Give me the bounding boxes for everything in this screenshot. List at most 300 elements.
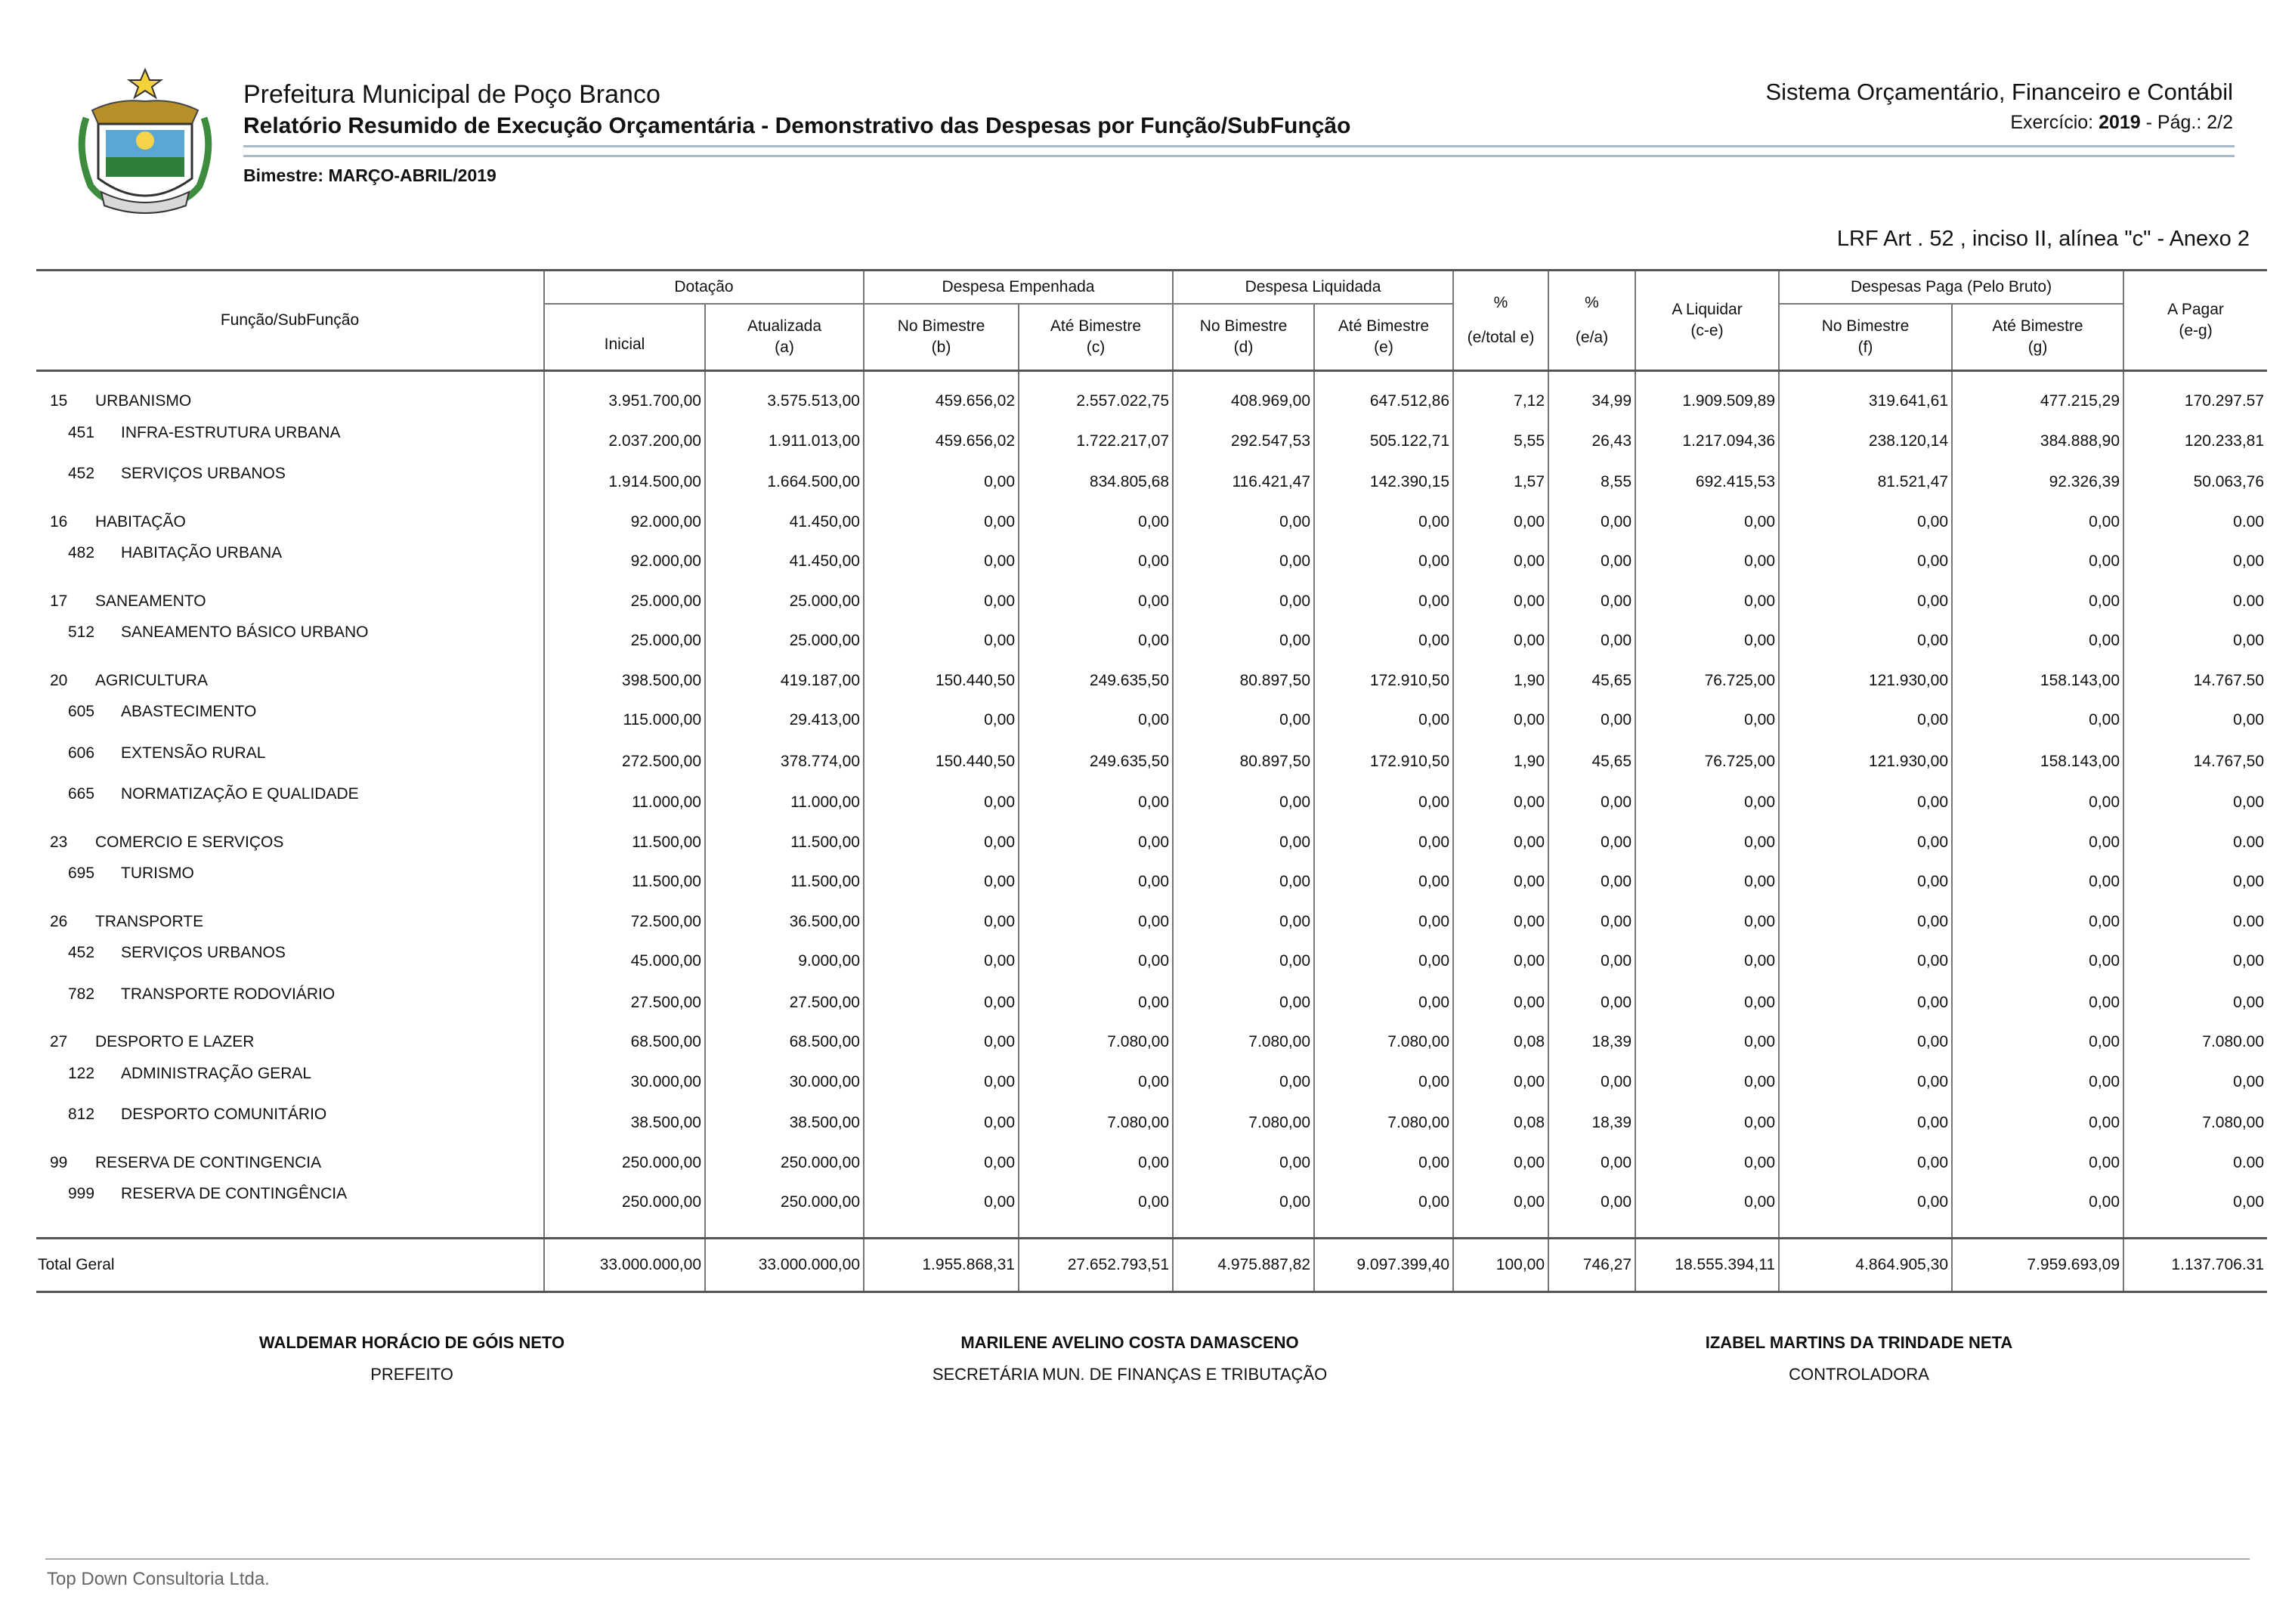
- table-cell: 378.774,00: [705, 741, 864, 783]
- table-cell: 11.000,00: [705, 782, 864, 824]
- table-cell: 0,00: [1453, 700, 1548, 741]
- table-cell: 92.000,00: [544, 541, 705, 583]
- table-cell: 11.500,00: [544, 824, 705, 862]
- col-atualizada-label: Atualizada: [747, 317, 822, 335]
- municipal-crest-logo: [71, 65, 239, 216]
- table-cell: 5,55: [1453, 421, 1548, 462]
- table-cell: 0,00: [1453, 583, 1548, 621]
- table-cell: 170.297.57: [2123, 371, 2267, 421]
- table-cell: 29.413,00: [705, 700, 864, 741]
- row-label: [36, 903, 544, 942]
- table-cell: 0,00: [1019, 700, 1173, 741]
- total-cell: 9.097.399,40: [1314, 1238, 1453, 1291]
- row-code: 99: [50, 1153, 68, 1171]
- col-liq-ate-formula: (e): [1374, 339, 1393, 356]
- row-name: RESERVA DE CONTINGENCIA: [95, 1153, 322, 1171]
- table-cell: 0,00: [1314, 861, 1453, 903]
- signature-role: SECRETÁRIA MUN. DE FINANÇAS E TRIBUTAÇÃO: [932, 1365, 1328, 1384]
- table-cell: 834.805,68: [1019, 462, 1173, 503]
- table-cell: 0,00: [864, 1062, 1019, 1103]
- table-cell: 0,00: [1453, 541, 1548, 583]
- row-name: HABITAÇÃO: [95, 512, 186, 531]
- header-divider: [243, 145, 2235, 157]
- table-cell: 14.767,50: [2123, 741, 2267, 783]
- table-cell: 0,00: [1019, 583, 1173, 621]
- col-paga-ate-label: Até Bimestre: [1992, 317, 2083, 335]
- page-number: - Pág.: 2/2: [2145, 112, 2233, 133]
- row-label: [36, 1144, 544, 1183]
- table-cell: 0,00: [1173, 541, 1314, 583]
- table-cell: 0,00: [1019, 620, 1173, 662]
- table-cell: 30.000,00: [544, 1062, 705, 1103]
- table-cell: 0,00: [2123, 620, 2267, 662]
- table-cell: 0,00: [1548, 941, 1635, 982]
- spacer-cell: [1635, 1223, 1779, 1239]
- table-cell: 30.000,00: [705, 1062, 864, 1103]
- table-cell: 0,00: [1779, 861, 1952, 903]
- table-cell: 0,00: [1779, 1103, 1952, 1144]
- row-name: SERVIÇOS URBANOS: [121, 465, 286, 482]
- table-cell: 26,43: [1548, 421, 1635, 462]
- table-cell: 0,00: [1453, 503, 1548, 542]
- table-cell: 0,00: [1314, 824, 1453, 862]
- table-cell: 150.440,50: [864, 662, 1019, 701]
- table-cell: 0,00: [1173, 1144, 1314, 1183]
- table-cell: 0,00: [1173, 824, 1314, 862]
- funcao-row: [36, 503, 2267, 542]
- table-cell: 0,00: [1019, 903, 1173, 942]
- table-cell: 0,00: [1548, 1144, 1635, 1183]
- table-cell: 1,90: [1453, 662, 1548, 701]
- table-cell: 0,00: [1635, 620, 1779, 662]
- bimester-label: Bimestre: MARÇO-ABRIL/2019: [243, 165, 496, 185]
- total-cell: 4.975.887,82: [1173, 1238, 1314, 1291]
- expenses-table: [36, 269, 2267, 1293]
- table-cell: 505.122,71: [1314, 421, 1453, 462]
- table-cell: 459.656,02: [864, 371, 1019, 421]
- table-cell: 0.00: [2123, 1144, 2267, 1183]
- row-label: [36, 503, 544, 542]
- signature-block-controladora: [1594, 1333, 2123, 1384]
- col-pct-total: [1453, 271, 1548, 371]
- table-cell: 80.897,50: [1173, 741, 1314, 783]
- table-cell: 0,00: [2123, 982, 2267, 1024]
- table-cell: 0,00: [864, 503, 1019, 542]
- table-cell: 0,08: [1453, 1023, 1548, 1062]
- table-cell: 0,00: [1635, 1144, 1779, 1183]
- table-cell: 0,00: [1314, 1062, 1453, 1103]
- row-code: 15: [50, 392, 68, 410]
- subfuncao-row: [36, 782, 2267, 824]
- table-cell: 25.000,00: [705, 620, 864, 662]
- table-cell: 0,00: [1314, 700, 1453, 741]
- table-cell: 0,00: [1952, 903, 2123, 942]
- table-cell: 249.635,50: [1019, 662, 1173, 701]
- spacer-cell: [1548, 1223, 1635, 1239]
- table-cell: 0,00: [1952, 782, 2123, 824]
- table-cell: 72.500,00: [544, 903, 705, 942]
- col-group-paga: Despesas Paga (Pelo Bruto): [1779, 271, 2123, 305]
- table-cell: 0,00: [1779, 1182, 1952, 1223]
- table-cell: 0,00: [864, 982, 1019, 1024]
- table-cell: 81.521,47: [1779, 462, 1952, 503]
- table-cell: 0,00: [1548, 1062, 1635, 1103]
- row-label: [36, 421, 544, 462]
- table-cell: 1,57: [1453, 462, 1548, 503]
- table-cell: 0,00: [1019, 782, 1173, 824]
- table-cell: 0,00: [2123, 1062, 2267, 1103]
- table-cell: 0,00: [864, 1023, 1019, 1062]
- col-group-dotacao: Dotação: [544, 271, 864, 305]
- table-cell: 0,00: [1314, 982, 1453, 1024]
- table-cell: 76.725,00: [1635, 662, 1779, 701]
- row-code: 999: [68, 1185, 95, 1202]
- table-cell: 3.575.513,00: [705, 371, 864, 421]
- table-cell: 7.080,00: [1019, 1103, 1173, 1144]
- table-cell: 0,00: [1173, 941, 1314, 982]
- col-paga-bimestre: [1779, 304, 1952, 371]
- col-inicial-label: Inicial: [604, 336, 645, 353]
- table-cell: 238.120,14: [1779, 421, 1952, 462]
- row-name: HABITAÇÃO URBANA: [121, 544, 283, 561]
- col-a-liquidar-label: A Liquidar: [1672, 301, 1743, 318]
- subfuncao-row: [36, 462, 2267, 503]
- row-code: 27: [50, 1033, 68, 1051]
- row-label: [36, 371, 544, 421]
- signature-role: CONTROLADORA: [1789, 1365, 1929, 1384]
- col-atualizada: [705, 304, 864, 371]
- table-cell: 0,00: [1314, 620, 1453, 662]
- table-cell: 0,00: [1635, 1062, 1779, 1103]
- table-cell: 0,00: [864, 541, 1019, 583]
- subfuncao-row: [36, 941, 2267, 982]
- table-cell: 0,00: [1952, 620, 2123, 662]
- table-cell: 0,00: [1173, 782, 1314, 824]
- table-cell: 45.000,00: [544, 941, 705, 982]
- row-name: TRANSPORTE: [95, 912, 204, 930]
- table-cell: 0,00: [1779, 1023, 1952, 1062]
- table-header-row-1: [36, 271, 2267, 305]
- table-cell: 0,00: [1779, 824, 1952, 862]
- col-a-pagar-label: A Pagar: [2167, 301, 2224, 318]
- subfuncao-row: [36, 1182, 2267, 1223]
- row-name: INFRA-ESTRUTURA URBANA: [121, 423, 341, 441]
- row-name: DESPORTO COMUNITÁRIO: [121, 1106, 327, 1123]
- table-cell: 0,00: [1779, 620, 1952, 662]
- total-cell: 27.652.793,51: [1019, 1238, 1173, 1291]
- row-name: NORMATIZAÇÃO E QUALIDADE: [121, 785, 359, 803]
- row-label: [36, 782, 544, 824]
- table-cell: 1.722.217,07: [1019, 421, 1173, 462]
- table-cell: 0,00: [1173, 861, 1314, 903]
- table-cell: 121.930,00: [1779, 741, 1952, 783]
- table-cell: 0,00: [1173, 700, 1314, 741]
- col-pct-dotacao: [1548, 271, 1635, 371]
- table-cell: 0,00: [1314, 903, 1453, 942]
- table-cell: 27.500,00: [705, 982, 864, 1024]
- table-cell: 172.910,50: [1314, 741, 1453, 783]
- col-pct-total-symbol: %: [1493, 294, 1508, 311]
- table-cell: 0,00: [1548, 903, 1635, 942]
- row-label: [36, 700, 544, 741]
- total-cell: 18.555.394,11: [1635, 1238, 1779, 1291]
- col-paga-ate-formula: (g): [2027, 339, 2048, 356]
- spacer-cell: [1314, 1223, 1453, 1239]
- table-cell: 0,00: [1779, 982, 1952, 1024]
- table-cell: 0,00: [1779, 1062, 1952, 1103]
- table-cell: 0,00: [1952, 1144, 2123, 1183]
- table-cell: 0,00: [1548, 583, 1635, 621]
- table-cell: 0,00: [1635, 541, 1779, 583]
- col-pct-dotacao-symbol: %: [1585, 294, 1599, 311]
- row-label: [36, 861, 544, 903]
- table-cell: 0,00: [1548, 700, 1635, 741]
- spacer-cell: [544, 1223, 705, 1239]
- row-code: 451: [68, 423, 95, 441]
- table-cell: 0,00: [864, 782, 1019, 824]
- table-cell: 25.000,00: [705, 583, 864, 621]
- table-cell: 0,00: [864, 941, 1019, 982]
- table-cell: 7,12: [1453, 371, 1548, 421]
- table-cell: 150.440,50: [864, 741, 1019, 783]
- row-label: [36, 620, 544, 662]
- col-liq-ate: [1314, 304, 1453, 371]
- col-group-liquidada: Despesa Liquidada: [1173, 271, 1453, 305]
- table-cell: 0,00: [1952, 541, 2123, 583]
- table-cell: 0,00: [1173, 503, 1314, 542]
- table-cell: 384.888,90: [1952, 421, 2123, 462]
- table-cell: 0,00: [1952, 583, 2123, 621]
- table-cell: 0,00: [864, 903, 1019, 942]
- table-cell: 0,00: [1453, 782, 1548, 824]
- col-a-liquidar: [1635, 271, 1779, 371]
- table-cell: 0.00: [2123, 903, 2267, 942]
- table-cell: 27.500,00: [544, 982, 705, 1024]
- subfuncao-row: [36, 1103, 2267, 1144]
- col-emp-ate-label: Até Bimestre: [1050, 317, 1142, 335]
- table-cell: 0,00: [1453, 620, 1548, 662]
- table-cell: 0,00: [1635, 941, 1779, 982]
- table-cell: 0,00: [1019, 1062, 1173, 1103]
- table-cell: 0,00: [1548, 861, 1635, 903]
- fiscal-year-label: Exercício:: [2010, 112, 2094, 133]
- table-cell: 0,00: [1952, 824, 2123, 862]
- table-cell: 18,39: [1548, 1103, 1635, 1144]
- col-a-pagar: [2123, 271, 2267, 371]
- table-cell: 0,00: [1173, 1062, 1314, 1103]
- table-cell: 121.930,00: [1779, 662, 1952, 701]
- table-cell: 0,00: [1453, 941, 1548, 982]
- col-emp-bimestre-formula: (b): [931, 339, 951, 356]
- subfuncao-row: [36, 620, 2267, 662]
- table-cell: 0,00: [1548, 620, 1635, 662]
- signature-name: MARILENE AVELINO COSTA DAMASCENO: [960, 1333, 1299, 1352]
- table-cell: 0,00: [1952, 1062, 2123, 1103]
- row-code: 20: [50, 671, 68, 689]
- table-cell: 0.00: [2123, 503, 2267, 542]
- row-code: 26: [50, 912, 68, 930]
- row-code: 17: [50, 592, 68, 610]
- subfuncao-row: [36, 1062, 2267, 1103]
- table-cell: 0,00: [864, 620, 1019, 662]
- row-label: [36, 662, 544, 701]
- table-cell: 250.000,00: [705, 1182, 864, 1223]
- subfuncao-row: [36, 541, 2267, 583]
- table-cell: 0,00: [1019, 1182, 1173, 1223]
- table-cell: 11.500,00: [705, 861, 864, 903]
- col-liq-ate-label: Até Bimestre: [1338, 317, 1430, 335]
- row-name: TRANSPORTE RODOVIÁRIO: [121, 985, 336, 1003]
- table-cell: 172.910,50: [1314, 662, 1453, 701]
- table-cell: 0,00: [1173, 583, 1314, 621]
- funcao-row: [36, 662, 2267, 701]
- table-cell: 9.000,00: [705, 941, 864, 982]
- table-cell: 0,00: [1173, 620, 1314, 662]
- col-emp-ate-formula: (c): [1086, 339, 1106, 356]
- col-funcao: Função/SubFunção: [220, 311, 360, 329]
- table-cell: 319.641,61: [1779, 371, 1952, 421]
- table-cell: 0,00: [864, 824, 1019, 862]
- signature-name: IZABEL MARTINS DA TRINDADE NETA: [1705, 1333, 2013, 1352]
- funcao-row: [36, 903, 2267, 942]
- subfuncao-row: [36, 700, 2267, 741]
- table-cell: 1.911.013,00: [705, 421, 864, 462]
- total-cell: 33.000.000,00: [705, 1238, 864, 1291]
- spacer-cell: [864, 1223, 1019, 1239]
- table-cell: 0,00: [1952, 503, 2123, 542]
- table-cell: 7.080,00: [1019, 1023, 1173, 1062]
- table-cell: 1.664.500,00: [705, 462, 864, 503]
- spacer-cell: [1779, 1223, 1952, 1239]
- table-cell: 158.143,00: [1952, 741, 2123, 783]
- table-cell: 0,00: [1548, 541, 1635, 583]
- row-label: [36, 1062, 544, 1103]
- row-code: 782: [68, 985, 95, 1003]
- table-cell: 0,00: [1635, 824, 1779, 862]
- subfuncao-row: [36, 982, 2267, 1024]
- funcao-row: [36, 824, 2267, 862]
- col-group-empenhada: Despesa Empenhada: [864, 271, 1173, 305]
- table-cell: 68.500,00: [705, 1023, 864, 1062]
- table-cell: 0,00: [1314, 503, 1453, 542]
- table-cell: 0,00: [1019, 824, 1173, 862]
- total-cell: 33.000.000,00: [544, 1238, 705, 1291]
- table-cell: 14.767.50: [2123, 662, 2267, 701]
- table-cell: 120.233,81: [2123, 421, 2267, 462]
- table-cell: 7.080,00: [1173, 1103, 1314, 1144]
- table-cell: 92.000,00: [544, 503, 705, 542]
- table-cell: 0,00: [1314, 583, 1453, 621]
- table-cell: 0,00: [1779, 700, 1952, 741]
- table-cell: 0,00: [1453, 982, 1548, 1024]
- table-cell: 459.656,02: [864, 421, 1019, 462]
- table-cell: 0,00: [1952, 1103, 2123, 1144]
- table-cell: 11.000,00: [544, 782, 705, 824]
- row-code: 482: [68, 544, 95, 561]
- table-cell: 76.725,00: [1635, 741, 1779, 783]
- table-cell: 0,00: [1019, 503, 1173, 542]
- table-cell: 68.500,00: [544, 1023, 705, 1062]
- table-cell: 0,00: [2123, 1182, 2267, 1223]
- table-cell: 0,00: [1779, 503, 1952, 542]
- table-cell: 116.421,47: [1173, 462, 1314, 503]
- row-label: [36, 1182, 544, 1223]
- signature-block-prefeito: [147, 1333, 676, 1384]
- table-cell: 8,55: [1548, 462, 1635, 503]
- table-cell: 477.215,29: [1952, 371, 2123, 421]
- table-cell: 0,00: [1548, 982, 1635, 1024]
- table-cell: 0,00: [1019, 861, 1173, 903]
- table-cell: 0,00: [1779, 941, 1952, 982]
- table-cell: 1.914.500,00: [544, 462, 705, 503]
- table-cell: 36.500,00: [705, 903, 864, 942]
- spacer-cell: [1173, 1223, 1314, 1239]
- table-cell: 250.000,00: [544, 1144, 705, 1183]
- table-cell: 249.635,50: [1019, 741, 1173, 783]
- table-cell: 0,00: [1453, 1062, 1548, 1103]
- table-cell: 41.450,00: [705, 541, 864, 583]
- table-cell: 50.063,76: [2123, 462, 2267, 503]
- row-code: 812: [68, 1106, 95, 1123]
- row-label: [36, 824, 544, 862]
- table-cell: 11.500,00: [544, 861, 705, 903]
- col-emp-bimestre: [864, 304, 1019, 371]
- col-emp-bimestre-label: No Bimestre: [897, 317, 985, 335]
- table-cell: 0,00: [1952, 700, 2123, 741]
- table-cell: 80.897,50: [1173, 662, 1314, 701]
- table-cell: 0,00: [1635, 1023, 1779, 1062]
- table-cell: 0,00: [864, 700, 1019, 741]
- table-cell: 0,00: [1635, 503, 1779, 542]
- row-label: [36, 541, 544, 583]
- table-spacer-row: [36, 1223, 2267, 1239]
- table-cell: 0,00: [864, 1103, 1019, 1144]
- footer-divider: [45, 1558, 2250, 1560]
- footer-company: Top Down Consultoria Ltda.: [47, 1569, 270, 1589]
- col-paga-bimestre-label: No Bimestre: [1821, 317, 1910, 335]
- table-cell: 45,65: [1548, 662, 1635, 701]
- report-title: Relatório Resumido de Execução Orçamentária - Demonstrativo das Despesas por Função/SubFunção: [243, 113, 1351, 138]
- table-cell: 2.557.022,75: [1019, 371, 1173, 421]
- funcao-row: [36, 371, 2267, 421]
- table-cell: 0,00: [864, 1182, 1019, 1223]
- table-cell: 0.00: [2123, 583, 2267, 621]
- col-a-pagar-formula: (e-g): [2179, 322, 2213, 339]
- table-cell: 250.000,00: [705, 1144, 864, 1183]
- table-cell: 0,00: [1314, 1182, 1453, 1223]
- table-cell: 1,90: [1453, 741, 1548, 783]
- col-paga-bimestre-formula: (f): [1857, 339, 1873, 356]
- table-cell: 0,00: [1635, 861, 1779, 903]
- col-liq-bimestre-label: No Bimestre: [1199, 317, 1288, 335]
- table-cell: 0,00: [2123, 782, 2267, 824]
- row-name: ADMINISTRAÇÃO GERAL: [121, 1064, 312, 1082]
- row-code: 23: [50, 833, 68, 851]
- table-cell: 0,00: [864, 1144, 1019, 1183]
- table-cell: 0,08: [1453, 1103, 1548, 1144]
- table-cell: 0,00: [1952, 941, 2123, 982]
- funcao-row: [36, 1144, 2267, 1183]
- table-cell: 398.500,00: [544, 662, 705, 701]
- table-cell: 41.450,00: [705, 503, 864, 542]
- funcao-row: [36, 583, 2267, 621]
- total-label: Total Geral: [38, 1255, 115, 1273]
- col-inicial: [544, 304, 705, 371]
- table-cell: 0,00: [1635, 903, 1779, 942]
- signature-block-secretaria: [865, 1333, 1394, 1384]
- table-cell: 0,00: [864, 583, 1019, 621]
- spacer-cell: [1019, 1223, 1173, 1239]
